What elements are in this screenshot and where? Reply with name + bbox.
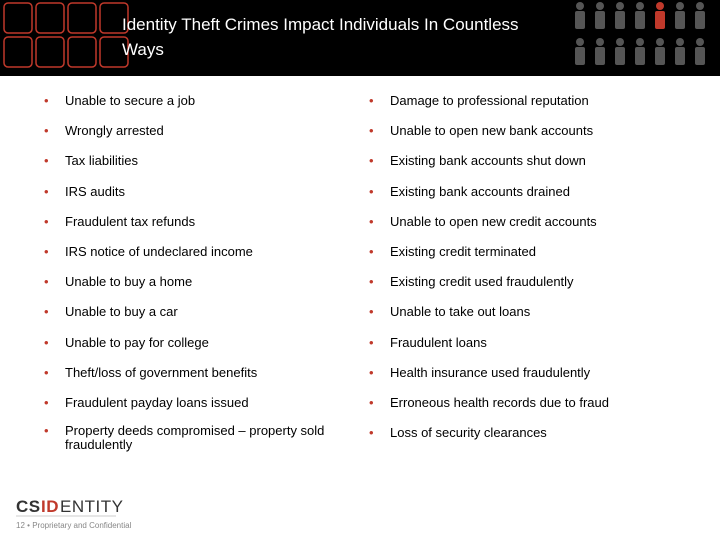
list-item — [369, 394, 699, 424]
list-item-text: IRS notice of undeclared income — [65, 243, 253, 259]
list-item-text: Unable to secure a job — [65, 93, 196, 108]
list-item — [44, 122, 344, 152]
svg-text:ID: ID — [41, 497, 59, 516]
bullet-icon: • — [369, 93, 374, 108]
list-item-text: Fraudulent loans — [390, 334, 487, 350]
list-item — [369, 364, 699, 394]
list-item-text: Existing bank accounts shut down — [390, 153, 586, 169]
bullet-icon: • — [369, 394, 374, 410]
list-item-text: Unable to open new credit accounts — [390, 213, 597, 229]
decorative-box-grid — [0, 0, 120, 76]
bullet-icon: • — [369, 334, 374, 350]
bullet-icon: • — [369, 153, 374, 169]
bullet-icon: • — [44, 123, 49, 139]
list-item-text: Fraudulent tax refunds — [65, 213, 196, 229]
list-item — [44, 243, 344, 273]
list-item — [44, 273, 344, 303]
list-item-text: IRS audits — [65, 183, 125, 199]
bullet-icon: • — [44, 394, 49, 410]
bullet-icon: • — [44, 213, 49, 229]
confidentiality-notice: Proprietary and Confidential — [32, 521, 132, 530]
slide-title — [122, 12, 602, 62]
list-item-text: Health insurance used fraudulently — [390, 364, 591, 380]
slide-header — [0, 0, 720, 76]
bullet-icon: • — [44, 423, 49, 439]
list-item — [44, 152, 344, 182]
slide-footer — [16, 521, 131, 530]
bullet-icon: • — [369, 274, 374, 290]
list-item — [44, 364, 344, 394]
list-item — [369, 243, 699, 273]
list-item — [369, 213, 699, 243]
list-item-text: Unable to take out loans — [390, 304, 531, 320]
csidentity-logo — [16, 494, 124, 523]
list-item-text: Property deeds compromised – property sold fraudulently — [65, 423, 325, 453]
list-item — [44, 424, 344, 454]
list-item — [44, 334, 344, 364]
slide-title-line-1: Identity Theft Crimes Impact Individuals In Countless — [122, 15, 519, 34]
bullet-icon: • — [44, 153, 49, 169]
list-item-text: Fraudulent payday loans issued — [65, 394, 249, 410]
list-item-text: Existing credit used fraudulently — [390, 274, 574, 290]
bullet-icon: • — [44, 304, 49, 320]
bullet-icon: • — [369, 304, 374, 320]
list-item — [369, 183, 699, 213]
list-item-text: Existing credit terminated — [390, 243, 536, 259]
bullet-icon: • — [369, 183, 374, 199]
svg-text:ENTITY: ENTITY — [60, 497, 124, 516]
list-item-text: Tax liabilities — [65, 153, 138, 169]
page-number: 12 — [16, 521, 25, 530]
list-item-text: Unable to buy a car — [65, 304, 178, 320]
bullet-icon: • — [369, 123, 374, 139]
bullet-icon: • — [44, 93, 49, 108]
list-item-text: Unable to pay for college — [65, 334, 209, 350]
list-item — [369, 303, 699, 333]
bullet-icon: • — [44, 183, 49, 199]
list-item — [44, 183, 344, 213]
list-item — [369, 92, 699, 122]
list-item-text: Existing bank accounts drained — [390, 183, 570, 199]
list-item — [44, 303, 344, 333]
list-item — [369, 273, 699, 303]
list-item-text: Damage to professional reputation — [390, 93, 589, 108]
list-item — [369, 122, 699, 152]
list-item — [44, 213, 344, 243]
svg-text:CS: CS — [16, 497, 41, 516]
list-item — [44, 394, 344, 424]
list-item — [369, 152, 699, 182]
right-bullet-list — [369, 92, 699, 454]
bullet-icon: • — [369, 243, 374, 259]
bullet-icon: • — [44, 243, 49, 259]
bullet-icon: • — [369, 364, 374, 380]
list-item-text: Theft/loss of government benefits — [65, 364, 258, 380]
bullet-icon: • — [369, 425, 374, 441]
slide-title-line-2: Ways — [122, 40, 164, 59]
list-item-text: Loss of security clearances — [390, 425, 547, 441]
bullet-icon: • — [44, 274, 49, 290]
list-item-text: Wrongly arrested — [65, 123, 164, 139]
list-item-text: Unable to buy a home — [65, 274, 193, 290]
list-item — [44, 92, 344, 122]
left-bullet-list — [44, 92, 344, 454]
footer-separator: • — [27, 521, 30, 530]
list-item — [369, 334, 699, 364]
bullet-icon: • — [369, 213, 374, 229]
list-item — [369, 424, 699, 454]
bullet-icon: • — [44, 364, 49, 380]
list-item-text: Unable to open new bank accounts — [390, 123, 594, 139]
bullet-icon: • — [44, 334, 49, 350]
list-item-text: Erroneous health records due to fraud — [390, 394, 609, 410]
